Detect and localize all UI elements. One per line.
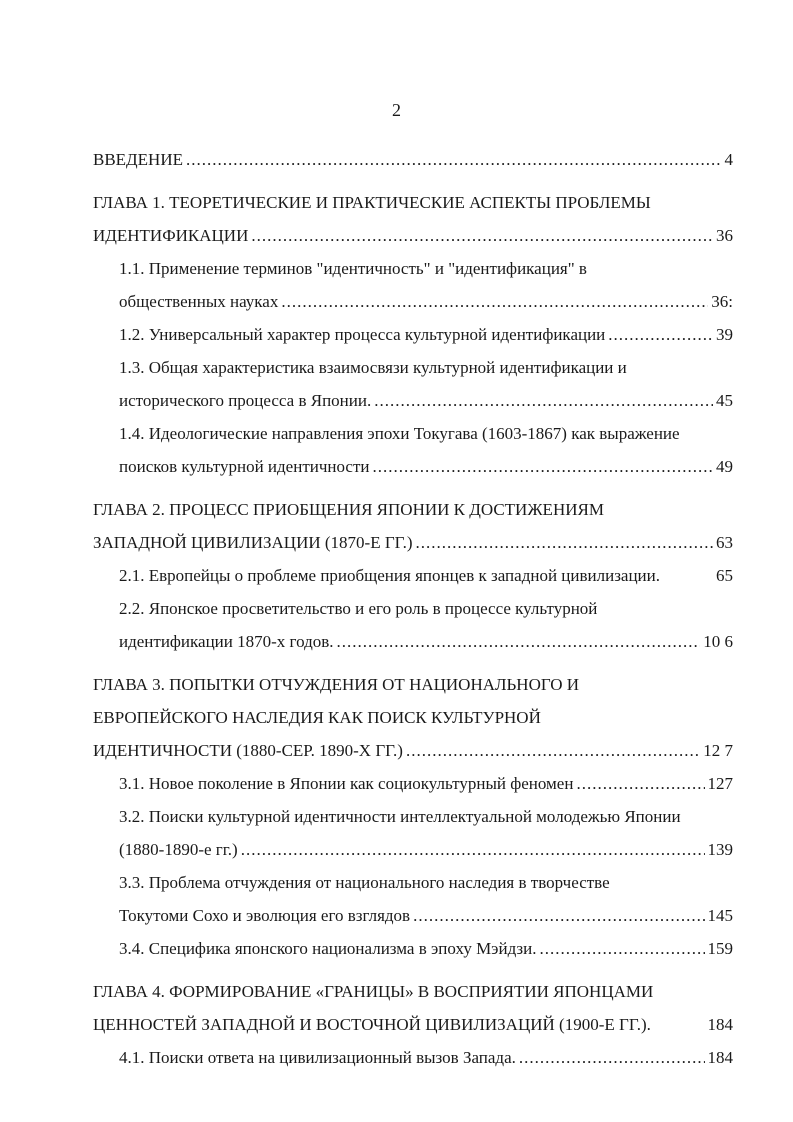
toc-entry-title: 3.1. Новое поколение в Японии как социокультурный феномен: [119, 774, 574, 793]
toc-chapter-3-line-1[interactable]: [93, 668, 733, 701]
toc-section-1-1-line-1[interactable]: [93, 252, 733, 285]
toc-entry-title: ГЛАВА 4. ФОРМИРОВАНИЕ «ГРАНИЦЫ» В ВОСПРИЯТИИ ЯПОНЦАМИ: [93, 982, 654, 1001]
toc-entry-title: 1.1. Применение терминов "идентичность" и "идентификация" в: [119, 259, 587, 278]
toc-entry-page: 12 7: [703, 741, 733, 760]
toc-entry-page: 63: [716, 533, 733, 552]
toc-leader-dots: [281, 285, 708, 318]
toc-entry-page: 10 6: [703, 632, 733, 651]
toc-entry-page: 36:: [711, 292, 733, 311]
toc-entry-title: 3.3. Проблема отчуждения от национального наследия в творчестве: [119, 873, 610, 892]
toc-entry-title: 4.1. Поиски ответа на цивилизационный вызов Запада.: [119, 1048, 516, 1067]
toc-entry-title: 2.2. Японское просветительство и его роль в процессе культурной: [119, 599, 598, 618]
toc-entry-title: общественных науках: [119, 292, 279, 311]
toc-section-1-4-line-1[interactable]: [93, 417, 733, 450]
toc-entry-title: ИДЕНТИФИКАЦИИ: [93, 226, 249, 245]
toc-entry-introduction[interactable]: [93, 143, 733, 176]
toc-section-2-2-line-2[interactable]: [93, 625, 733, 658]
toc-chapter-2-line-2[interactable]: [93, 526, 733, 559]
toc-chapter-1-line-2[interactable]: [93, 219, 733, 252]
toc-section-1-1-line-2[interactable]: [93, 285, 733, 318]
toc-entry-page: 49: [716, 457, 733, 476]
toc-chapter-3-line-3[interactable]: [93, 734, 733, 767]
toc-entry-title: ИДЕНТИЧНОСТИ (1880-СЕР. 1890-Х ГГ.): [93, 741, 403, 760]
toc-leader-dots: [608, 318, 713, 351]
toc-entry-title: ЦЕННОСТЕЙ ЗАПАДНОЙ И ВОСТОЧНОЙ ЦИВИЛИЗАЦИЙ (1900-Е ГГ.).: [93, 1015, 651, 1034]
toc-entry-page: 184: [707, 1048, 733, 1067]
toc-entry-title: исторического процесса в Японии.: [119, 391, 372, 410]
toc-leader-dots: [415, 526, 713, 559]
toc-entry-title: 3.2. Поиски культурной идентичности интеллектуальной молодежью Японии: [119, 807, 681, 826]
toc-section-2-1[interactable]: [93, 559, 733, 592]
toc-entry-title: ВВЕДЕНИЕ: [93, 150, 183, 169]
toc-section-2-2-line-1[interactable]: [93, 592, 733, 625]
toc-chapter-1-line-1[interactable]: [93, 186, 733, 219]
toc-leader-dots: [251, 219, 713, 252]
toc-entry-title: 3.4. Специфика японского национализма в эпоху Мэйдзи.: [119, 939, 537, 958]
toc-entry-page: 36: [716, 226, 733, 245]
toc-leader-dots: [540, 932, 705, 965]
toc-section-3-2-line-2[interactable]: [93, 833, 733, 866]
toc-entry-page: 39: [716, 325, 733, 344]
toc-section-3-2-line-1[interactable]: [93, 800, 733, 833]
toc-entry-title: ГЛАВА 3. ПОПЫТКИ ОТЧУЖДЕНИЯ ОТ НАЦИОНАЛЬНОГО И: [93, 675, 580, 694]
toc-entry-title: (1880-1890-е гг.): [119, 840, 238, 859]
toc-leader-dots: [241, 833, 705, 866]
toc-leader-dots: [337, 625, 701, 658]
toc-chapter-4-line-1[interactable]: [93, 975, 733, 1008]
toc-entry-page: 159: [707, 939, 733, 958]
page-number: 2: [392, 100, 401, 120]
toc-leader-dots: [372, 450, 713, 483]
toc-entry-title: идентификации 1870-х годов.: [119, 632, 334, 651]
toc-entry-title: 1.3. Общая характеристика взаимосвязи культурной идентификации и: [119, 358, 627, 377]
toc-entry-page: 184: [707, 1015, 733, 1034]
toc-entry-page: 4: [724, 150, 733, 169]
toc-section-1-3-line-2[interactable]: [93, 384, 733, 417]
toc-section-3-1[interactable]: [93, 767, 733, 800]
toc-entry-page: 65: [716, 566, 733, 585]
toc-section-4-1[interactable]: [93, 1041, 733, 1074]
toc-entry-page: 127: [707, 774, 733, 793]
toc-chapter-4-line-2[interactable]: [93, 1008, 733, 1041]
toc-entry-page: 139: [707, 840, 733, 859]
toc-entry-title: ЗАПАДНОЙ ЦИВИЛИЗАЦИИ (1870-Е ГГ.): [93, 533, 413, 552]
toc-section-3-3-line-2[interactable]: [93, 899, 733, 932]
toc-chapter-3-line-2[interactable]: [93, 701, 733, 734]
toc-entry-title: поисков культурной идентичности: [119, 457, 370, 476]
toc-leader-dots: [413, 899, 704, 932]
toc-leader-dots: [374, 384, 713, 417]
toc-section-3-3-line-1[interactable]: [93, 866, 733, 899]
toc-entry-title: 1.4. Идеологические направления эпохи Токугава (1603-1867) как выражение: [119, 424, 680, 443]
toc-section-1-2[interactable]: [93, 318, 733, 351]
toc-entry-title: Токутоми Сохо и эволюция его взглядов: [119, 906, 411, 925]
toc-leader-dots: [519, 1041, 705, 1074]
table-of-contents: [93, 143, 733, 1074]
toc-section-3-4[interactable]: [93, 932, 733, 965]
toc-entry-title: ГЛАВА 2. ПРОЦЕСС ПРИОБЩЕНИЯ ЯПОНИИ К ДОСТИЖЕНИЯМ: [93, 500, 604, 519]
toc-chapter-2-line-1[interactable]: [93, 493, 733, 526]
toc-leader-dots: [406, 734, 700, 767]
toc-entry-page: 145: [707, 906, 733, 925]
toc-section-1-4-line-2[interactable]: [93, 450, 733, 483]
toc-leader-dots: [576, 767, 704, 800]
toc-entry-page: 45: [716, 391, 733, 410]
toc-leader-dots: [186, 143, 722, 176]
toc-entry-title: ЕВРОПЕЙСКОГО НАСЛЕДИЯ КАК ПОИСК КУЛЬТУРНОЙ: [93, 708, 541, 727]
toc-entry-title: 1.2. Универсальный характер процесса культурной идентификации: [119, 325, 606, 344]
toc-entry-title: 2.1. Европейцы о проблеме приобщения японцев к западной цивилизации.: [119, 566, 660, 585]
toc-entry-title: ГЛАВА 1. ТЕОРЕТИЧЕСКИЕ И ПРАКТИЧЕСКИЕ АСПЕКТЫ ПРОБЛЕМЫ: [93, 193, 651, 212]
toc-section-1-3-line-1[interactable]: [93, 351, 733, 384]
